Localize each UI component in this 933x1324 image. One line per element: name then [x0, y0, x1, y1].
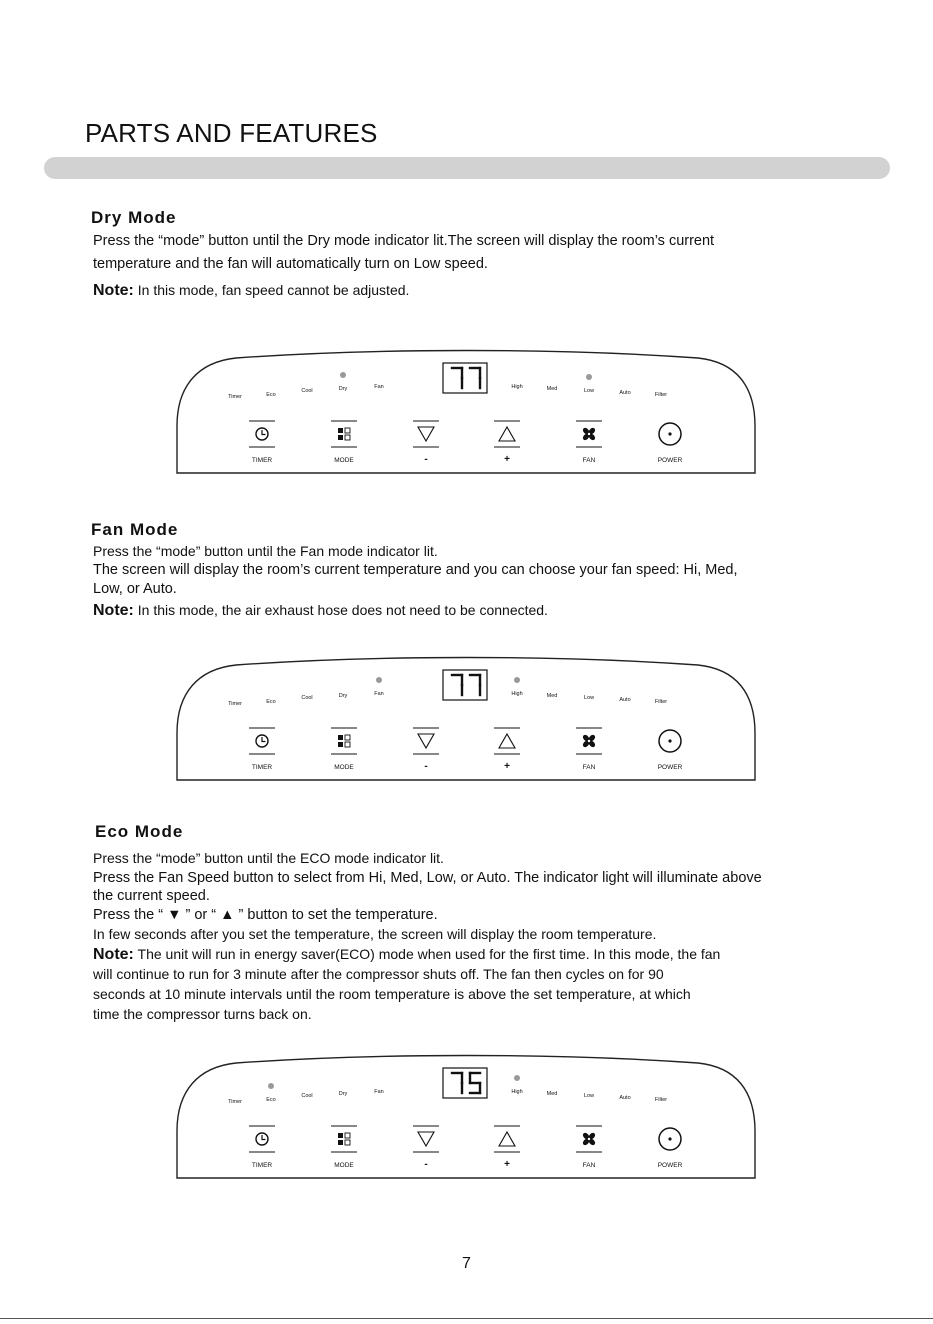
- title-divider-bar: [44, 157, 890, 179]
- panel-button-: [494, 1126, 520, 1170]
- down-arrow-icon: [418, 734, 434, 748]
- panel-button-power: [658, 423, 683, 464]
- indicator-label: Low: [583, 695, 595, 701]
- indicator-label: High: [511, 384, 523, 390]
- dry-mode-note: [93, 281, 409, 300]
- indicator-label: Auto: [619, 1095, 631, 1101]
- section-title-eco-mode: Eco Mode: [95, 822, 184, 841]
- button-label: FAN: [582, 1162, 596, 1169]
- indicator-label: Med: [546, 693, 558, 699]
- down-arrow-icon: [418, 1132, 434, 1146]
- fan-mode-note: [93, 601, 548, 620]
- indicator-label: Cool: [301, 695, 313, 701]
- eco-mode-line-2: Press the Fan Speed button to select from Hi, Med, Low, or Auto. The indicator light will illuminate above: [93, 870, 762, 886]
- fan-hub: [587, 1137, 590, 1140]
- indicator-label: Med: [546, 1091, 558, 1097]
- mode-icon: [338, 428, 343, 433]
- indicator-label: Auto: [619, 390, 631, 396]
- button-label: MODE: [334, 764, 354, 771]
- mode-icon: [338, 735, 343, 740]
- panel-button-fan: [576, 728, 602, 771]
- indicator-label: Eco: [266, 392, 276, 398]
- page-number: 7: [462, 1255, 471, 1272]
- panel-button-: [494, 728, 520, 772]
- note-label: Note:: [93, 946, 134, 963]
- indicator-light: [268, 1083, 274, 1089]
- indicator-label: Eco: [266, 1097, 276, 1103]
- note-label: Note:: [93, 602, 134, 619]
- panel-button-power: [658, 730, 683, 771]
- mode-icon: [345, 1140, 350, 1145]
- mode-icon: [345, 428, 350, 433]
- indicator-label: Filter: [654, 392, 668, 398]
- mode-icon: [338, 1133, 343, 1138]
- indicator-label: Timer: [228, 1099, 242, 1105]
- panel-button-timer: [249, 728, 275, 771]
- panel-button-mode: [331, 421, 357, 464]
- mode-icon: [338, 435, 343, 440]
- button-label: -: [424, 761, 428, 772]
- mode-icon: [338, 742, 343, 747]
- indicator-label: Dry: [338, 1091, 348, 1097]
- control-panel-dry-mode: [176, 346, 756, 476]
- eco-mode-line-1: Press the “mode” button until the ECO mode indicator lit.: [93, 850, 444, 866]
- power-icon-dot: [668, 1137, 671, 1140]
- control-panel-eco-mode: [176, 1051, 756, 1181]
- indicator-label: High: [511, 691, 523, 697]
- button-label: FAN: [582, 764, 596, 771]
- indicator-light: [376, 677, 382, 683]
- note-text: The unit will run in energy saver(ECO) mode when used for the first time. In this mode, the fan: [133, 946, 721, 962]
- panel-button-mode: [331, 728, 357, 771]
- panel-button-: [413, 421, 439, 465]
- panel-button-mode: [331, 1126, 357, 1169]
- indicator-label: Filter: [654, 699, 668, 705]
- up-arrow-icon: [499, 734, 515, 748]
- indicator-label: Filter: [654, 1097, 668, 1103]
- indicator-label: High: [511, 1089, 523, 1095]
- page-title: PARTS AND FEATURES: [85, 118, 378, 148]
- panel-button-timer: [249, 421, 275, 464]
- button-label: FAN: [582, 457, 596, 464]
- button-label: TIMER: [251, 1162, 273, 1169]
- eco-mode-note-line-4: time the compressor turns back on.: [93, 1006, 312, 1022]
- indicator-label: Med: [546, 386, 558, 392]
- mode-icon: [345, 435, 350, 440]
- button-label: POWER: [657, 1162, 683, 1169]
- button-label: -: [424, 1159, 428, 1170]
- fan-mode-line-1: Press the “mode” button until the Fan mode indicator lit.: [93, 543, 438, 559]
- clock-hands: [262, 1135, 266, 1140]
- indicator-light: [514, 677, 520, 683]
- note-label: Note:: [93, 282, 134, 299]
- indicator-light: [514, 1075, 520, 1081]
- eco-mode-note-line-2: will continue to run for 3 minute after the compressor shuts off. The fan then cycles on for 90: [93, 966, 664, 982]
- eco-mode-line-5: In few seconds after you set the temperature, the screen will display the room temperature.: [93, 926, 657, 942]
- indicator-light: [586, 374, 592, 380]
- control-panel-fan-mode: [176, 653, 756, 783]
- up-arrow-icon: [499, 427, 515, 441]
- button-label: MODE: [334, 457, 354, 464]
- mode-icon: [345, 1133, 350, 1138]
- mode-icon: [345, 742, 350, 747]
- power-icon-dot: [668, 739, 671, 742]
- fan-mode-line-3: Low, or Auto.: [93, 581, 177, 597]
- panel-button-fan: [576, 1126, 602, 1169]
- button-label: TIMER: [251, 764, 273, 771]
- eco-mode-line-3: the current speed.: [93, 888, 210, 904]
- clock-hands: [262, 737, 266, 742]
- down-arrow-icon: [418, 427, 434, 441]
- button-label: +: [504, 1159, 510, 1170]
- fan-hub: [587, 739, 590, 742]
- panel-button-power: [658, 1128, 683, 1169]
- clock-hands: [262, 430, 266, 435]
- indicator-label: Auto: [619, 697, 631, 703]
- button-label: TIMER: [251, 457, 273, 464]
- panel-button-: [494, 421, 520, 465]
- mode-icon: [338, 1140, 343, 1145]
- section-title-fan-mode: Fan Mode: [91, 520, 179, 539]
- indicator-label: Timer: [228, 701, 242, 707]
- indicator-label: Cool: [301, 1093, 313, 1099]
- dry-mode-line-2: temperature and the fan will automatically turn on Low speed.: [93, 256, 488, 272]
- eco-mode-note-line-3: seconds at 10 minute intervals until the room temperature is above the set temperature, at which: [93, 986, 691, 1002]
- button-label: +: [504, 454, 510, 465]
- mode-icon: [345, 735, 350, 740]
- indicator-label: Fan: [374, 691, 384, 697]
- button-label: +: [504, 761, 510, 772]
- dry-mode-line-1: Press the “mode” button until the Dry mode indicator lit.The screen will display the room’s current: [93, 233, 715, 249]
- indicator-label: Fan: [374, 384, 384, 390]
- indicator-label: Timer: [228, 394, 242, 400]
- indicator-light: [340, 372, 346, 378]
- indicator-label: Cool: [301, 388, 313, 394]
- note-text: In this mode, fan speed cannot be adjusted.: [133, 282, 410, 298]
- indicator-label: Fan: [374, 1089, 384, 1095]
- eco-mode-line-4: Press the “ ▼ ” or “ ▲ ” button to set the temperature.: [93, 907, 438, 923]
- bottom-rule: [0, 1318, 933, 1319]
- note-text: In this mode, the air exhaust hose does not need to be connected.: [133, 602, 548, 618]
- button-label: MODE: [334, 1162, 354, 1169]
- power-icon-dot: [668, 432, 671, 435]
- up-arrow-icon: [499, 1132, 515, 1146]
- section-title-dry-mode: Dry Mode: [91, 208, 177, 227]
- indicator-label: Eco: [266, 699, 276, 705]
- button-label: POWER: [657, 764, 683, 771]
- panel-button-: [413, 1126, 439, 1170]
- panel-button-timer: [249, 1126, 275, 1169]
- fan-hub: [587, 432, 590, 435]
- eco-mode-note: [93, 945, 720, 964]
- indicator-label: Dry: [338, 386, 348, 392]
- indicator-label: Low: [583, 1093, 595, 1099]
- button-label: POWER: [657, 457, 683, 464]
- indicator-label: Low: [583, 388, 595, 394]
- panel-button-: [413, 728, 439, 772]
- indicator-label: Dry: [338, 693, 348, 699]
- button-label: -: [424, 454, 428, 465]
- fan-mode-line-2: The screen will display the room’s current temperature and you can choose your fan speed: Hi, Med,: [93, 562, 738, 578]
- panel-button-fan: [576, 421, 602, 464]
